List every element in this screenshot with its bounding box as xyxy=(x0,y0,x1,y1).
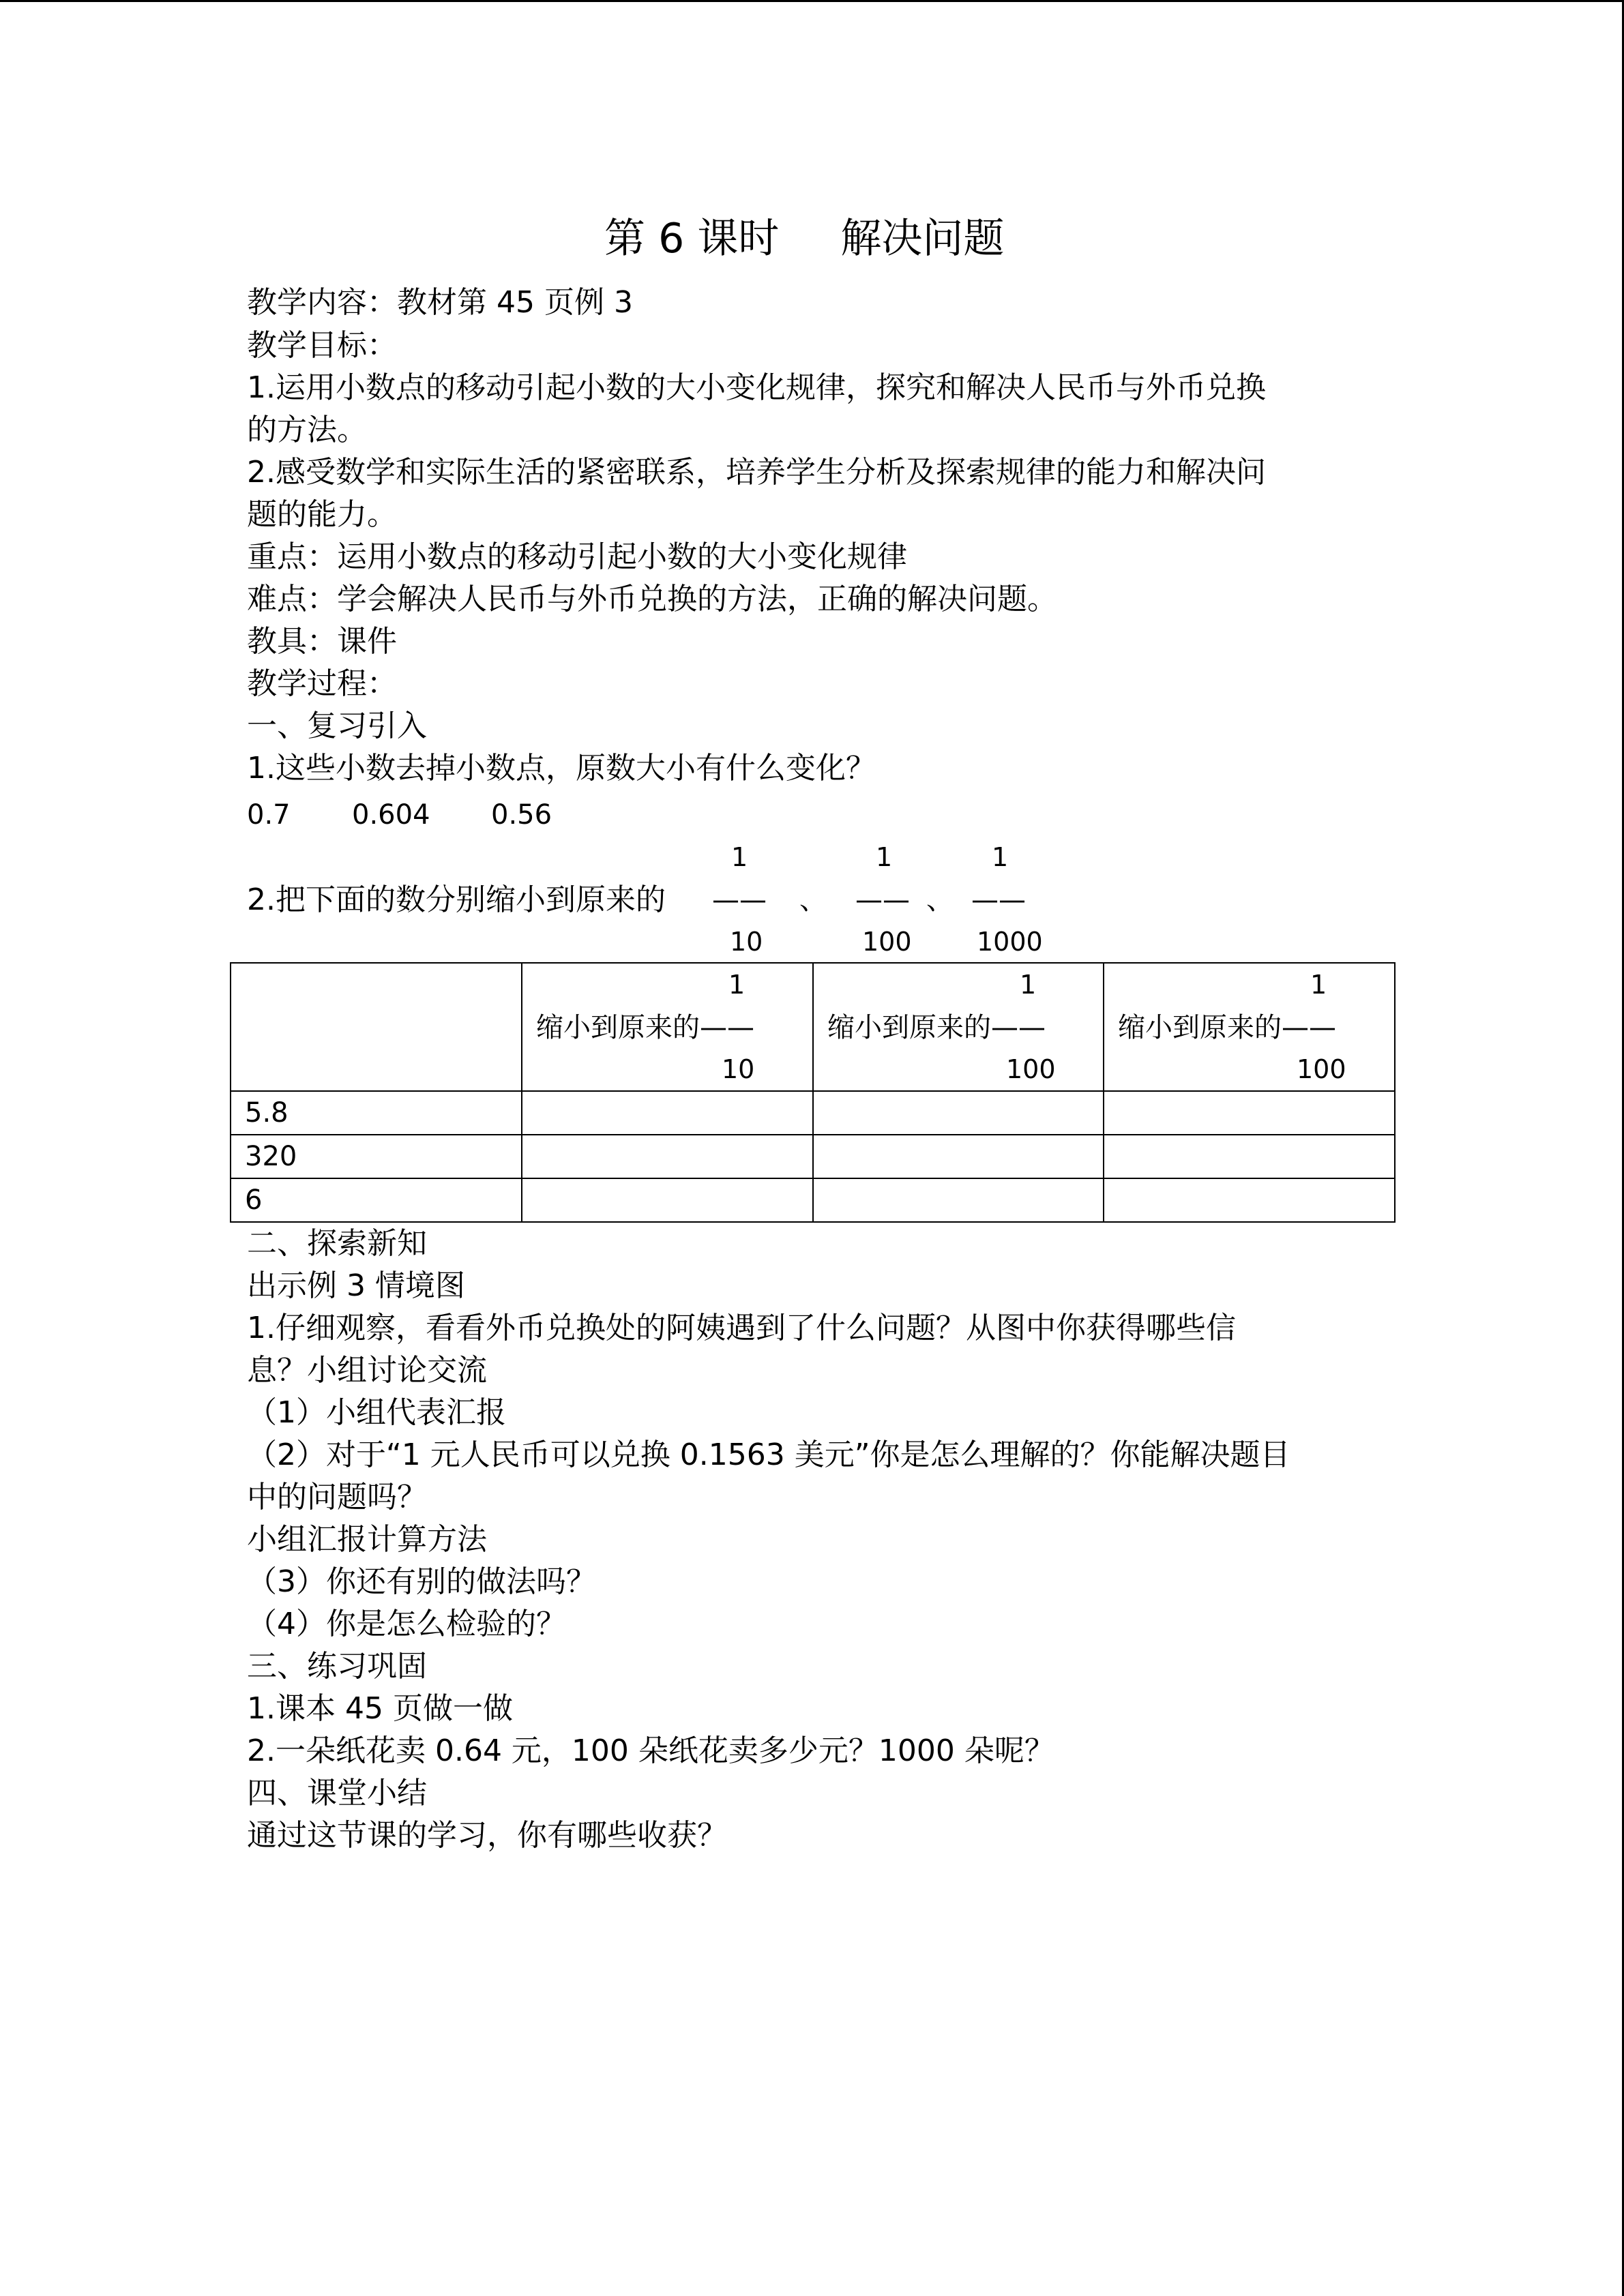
decimal-number: 0.7 xyxy=(247,799,291,831)
table-row xyxy=(231,1091,1395,1135)
key-point: 重点：运用小数点的移动引起小数的大小变化规律 xyxy=(247,539,907,574)
fraction-numerator: 1 xyxy=(992,842,1009,872)
step-4: （4）你是怎么检验的？ xyxy=(247,1607,566,1641)
row-value: 6 xyxy=(231,1178,522,1222)
review-question-1: 1.这些小数去掉小数点，原数大小有什么变化？ xyxy=(247,751,876,786)
header-label: 缩小到原来的—— xyxy=(1118,1012,1336,1043)
explore-question-line-1: 1.仔细观察，看看外币兑换处的阿姨遇到了什么问题？从图中你获得哪些信 xyxy=(247,1311,1236,1345)
table-header-cell xyxy=(813,963,1104,1091)
step-3: （3）你还有别的做法吗？ xyxy=(247,1564,596,1599)
practice-1: 1.课本 45 页做一做 xyxy=(247,1691,513,1726)
review-question-2: 2.把下面的数分别缩小到原来的 xyxy=(247,882,666,917)
header-numerator: 1 xyxy=(1020,970,1037,1000)
table-corner-cell xyxy=(231,963,522,1091)
explore-question-line-2: 息？小组讨论交流 xyxy=(247,1353,487,1388)
group-report: 小组汇报计算方法 xyxy=(247,1522,487,1557)
teaching-process: 教学过程： xyxy=(247,666,397,701)
summary-question: 通过这节课的学习，你有哪些收获？ xyxy=(247,1818,727,1853)
fraction-bar: —— xyxy=(712,884,767,916)
teaching-content: 教学内容：教材第 45 页例 3 xyxy=(247,285,633,320)
goal-1-line-2: 的方法。 xyxy=(247,413,367,447)
table-row xyxy=(231,1135,1395,1178)
decimal-number: 0.56 xyxy=(491,799,552,831)
header-numerator: 1 xyxy=(1310,970,1327,1000)
step-2-line-1: （2）对于“1 元人民币可以兑换 0.1563 美元”你是怎么理解的？你能解决题目 xyxy=(247,1437,1290,1472)
answer-cell[interactable] xyxy=(1104,1091,1395,1135)
example-intro: 出示例 3 情境图 xyxy=(247,1268,465,1303)
step-2-line-2: 中的问题吗？ xyxy=(247,1480,427,1515)
answer-cell[interactable] xyxy=(522,1135,813,1178)
header-denominator: 100 xyxy=(1297,1054,1346,1084)
header-label: 缩小到原来的—— xyxy=(536,1012,754,1043)
fraction-bar: —— xyxy=(971,884,1026,916)
difficulty: 难点：学会解决人民币与外币兑换的方法，正确的解决问题。 xyxy=(247,582,1057,616)
lesson-number: 第 6 课时 xyxy=(604,215,780,263)
goal-2-line-1: 2.感受数学和实际生活的紧密联系，培养学生分析及探索规律的能力和解决问 xyxy=(247,455,1266,490)
exercise-table xyxy=(230,962,1396,1223)
row-value: 5.8 xyxy=(231,1091,522,1135)
teaching-tools: 教具：课件 xyxy=(247,624,397,659)
table-header-cell xyxy=(522,963,813,1091)
answer-cell[interactable] xyxy=(522,1178,813,1222)
fraction-denominator: 10 xyxy=(730,927,763,957)
step-1: （1）小组代表汇报 xyxy=(247,1395,506,1430)
fraction-separator: 、 xyxy=(799,884,827,916)
goal-2-line-2: 题的能力。 xyxy=(247,497,397,532)
fraction-denominator: 100 xyxy=(862,927,912,957)
lesson-topic: 解决问题 xyxy=(840,215,1005,263)
header-denominator: 10 xyxy=(722,1054,755,1084)
section-2-heading: 二、探索新知 xyxy=(247,1226,427,1261)
table-header-row xyxy=(231,963,1395,1091)
page-top-border xyxy=(0,0,1624,2)
answer-cell[interactable] xyxy=(813,1178,1104,1222)
answer-cell[interactable] xyxy=(1104,1178,1395,1222)
fraction-numerator: 1 xyxy=(731,842,748,872)
fraction-denominator: 1000 xyxy=(977,927,1043,957)
table-row xyxy=(231,1178,1395,1222)
decimal-number: 0.604 xyxy=(352,799,430,831)
header-numerator: 1 xyxy=(728,970,745,1000)
row-value: 320 xyxy=(231,1135,522,1178)
section-3-heading: 三、练习巩固 xyxy=(247,1649,427,1684)
practice-2: 2.一朵纸花卖 0.64 元，100 朵纸花卖多少元？1000 朵呢？ xyxy=(247,1733,1054,1768)
fraction-separator: 、 xyxy=(926,884,954,916)
fraction-numerator: 1 xyxy=(876,842,893,872)
answer-cell[interactable] xyxy=(813,1135,1104,1178)
goal-1-line-1: 1.运用小数点的移动引起小数的大小变化规律，探究和解决人民币与外币兑换 xyxy=(247,370,1266,405)
section-4-heading: 四、课堂小结 xyxy=(247,1776,427,1810)
page-title xyxy=(604,211,1004,266)
header-denominator: 100 xyxy=(1006,1054,1056,1084)
answer-cell[interactable] xyxy=(1104,1135,1395,1178)
table-header-cell xyxy=(1104,963,1395,1091)
fraction-bar: —— xyxy=(855,884,910,916)
goals-heading: 教学目标： xyxy=(247,328,397,363)
section-1-heading: 一、复习引入 xyxy=(247,709,427,743)
answer-cell[interactable] xyxy=(813,1091,1104,1135)
answer-cell[interactable] xyxy=(522,1091,813,1135)
header-label: 缩小到原来的—— xyxy=(827,1012,1046,1043)
